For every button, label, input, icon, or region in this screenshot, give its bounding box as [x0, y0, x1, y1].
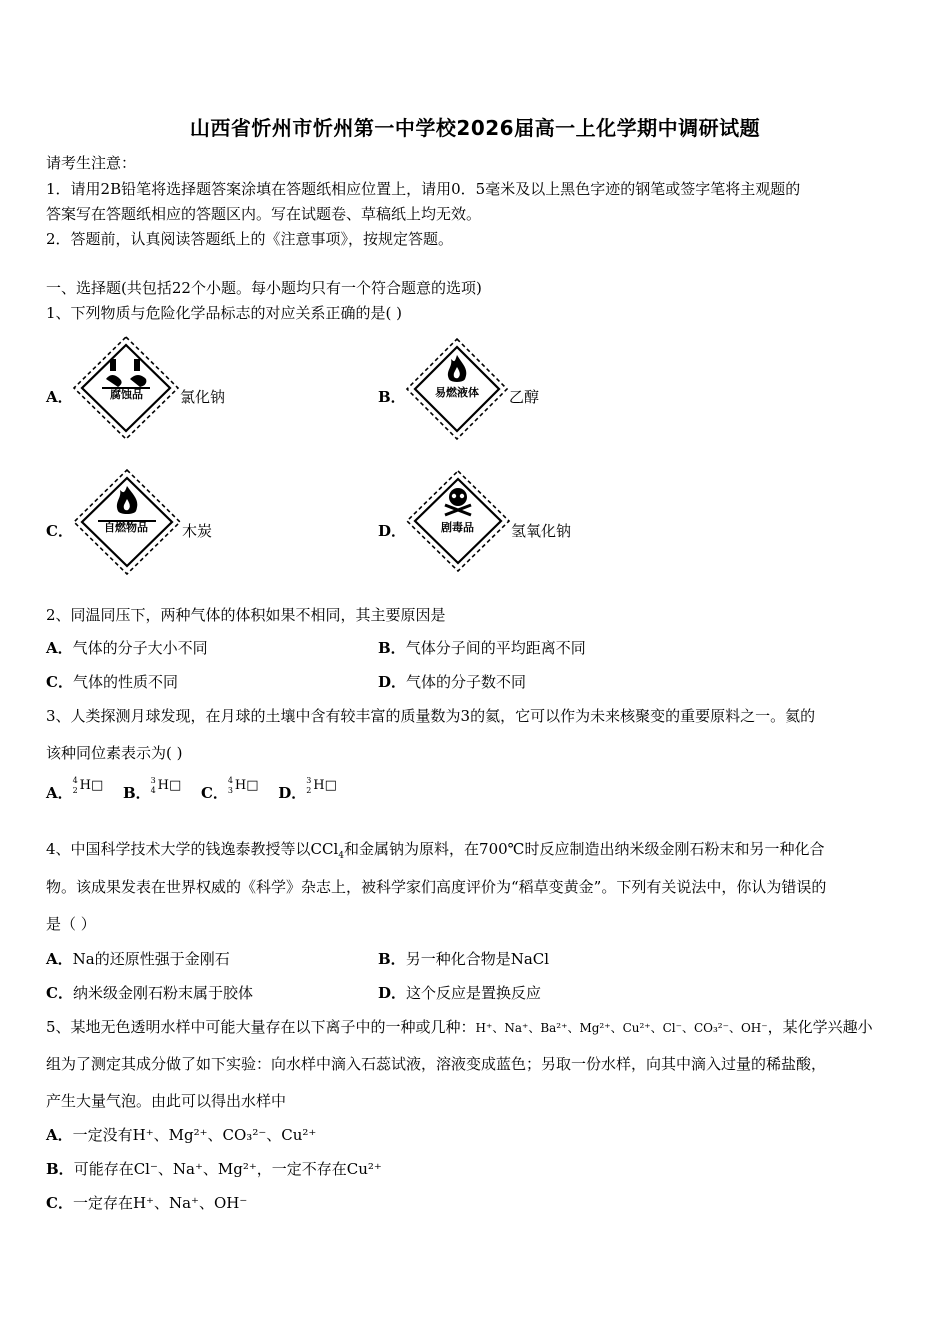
q3-option-b-isotope: 3 4 H□ — [150, 776, 182, 795]
flame-icon — [117, 486, 137, 514]
q5-option-b — [46, 1158, 382, 1179]
q1-option-c-substance: 木炭 — [182, 522, 213, 540]
q3-option-b-label: B． — [122, 784, 151, 802]
notice-item1-line1: 1．请用2B铅笔将选择题答案涂填在答题纸相应位置上，请用0．5毫米及以上黑色字迹的钢笔或签字笔将主观题的 — [46, 180, 801, 198]
q3-option-c-label: C． — [200, 784, 228, 802]
q4-option-a-label: A． — [46, 950, 73, 968]
q4-option-b-text: 另一种化合物是NaCl — [405, 950, 550, 968]
q2-option-c — [46, 671, 178, 692]
q3-option-a-isotope: 4 2 H□ — [72, 776, 104, 795]
q5-option-a-label: A． — [46, 1126, 73, 1144]
page-title: 山西省忻州市忻州第一中学校2026届高一上化学期中调研试题 — [189, 116, 761, 140]
q2-option-b-text: 气体分子间的平均距离不同 — [405, 639, 586, 657]
q1-option-a-label: A． — [46, 388, 73, 406]
q1-option-d-label: D． — [378, 522, 407, 540]
section-heading: 一、选择题(共包括22个小题。每小题均只有一个符合题意的选项) — [46, 279, 482, 297]
q2-option-a — [46, 637, 208, 658]
q4-option-c-text: 纳米级金刚石粉末属于胶体 — [72, 984, 253, 1002]
q3-option-d-isotope: 3 2 H□ — [306, 776, 337, 795]
q5-option-c — [46, 1192, 247, 1213]
q4-stem-line3: 是（ ） — [46, 915, 96, 933]
q1-option-a-sign-text: 腐蚀品 — [110, 388, 143, 401]
q2-stem: 2、同温同压下，两种气体的体积如果不相同，其主要原因是 — [46, 606, 446, 624]
notice-item1-line2: 答案写在答题纸相应的答题区内。写在试题卷、草稿纸上均无效。 — [46, 205, 482, 223]
q3-options — [46, 776, 342, 803]
q2-option-b-label: B． — [378, 639, 406, 657]
skull-icon — [445, 488, 471, 515]
q3-option-c-isotope: 4 3 H□ — [227, 776, 259, 795]
q2-option-d — [378, 671, 526, 692]
q3-option-a-label: A． — [46, 784, 73, 802]
q4-option-d-text: 这个反应是置换反应 — [406, 984, 542, 1002]
q3-stem-line1: 3、人类探测月球发现，在月球的土壤中含有较丰富的质量数为3的氦，它可以作为未来核聚变的重要原料之一。氦的 — [46, 707, 816, 725]
q4-option-c — [46, 982, 253, 1003]
q5-option-a — [46, 1124, 316, 1145]
q4-stem-line2: 物。该成果发表在世界权威的《科学》杂志上，被科学家们高度评价为“稻草变黄金”。下列有关说法中，你认为错误的 — [46, 878, 827, 896]
q4-option-c-label: C． — [46, 984, 73, 1002]
q4-option-a — [46, 948, 230, 969]
q2-option-c-text: 气体的性质不同 — [72, 673, 178, 691]
q1-option-b-label: B． — [378, 388, 406, 406]
q4-option-b — [378, 948, 549, 969]
q1-option-b-substance: 乙醇 — [509, 388, 540, 406]
q2-option-c-label: C． — [46, 673, 73, 691]
q5-stem-line2: 组为了测定其成分做了如下实验：向水样中滴入石蕊试液，溶液变成蓝色；另取一份水样，向其中滴入过量的稀盐酸， — [46, 1055, 827, 1073]
q1-option-d-sign-text: 剧毒品 — [441, 521, 474, 534]
q2-option-a-text: 气体的分子大小不同 — [72, 639, 208, 657]
q1-option-b-sign-text: 易燃液体 — [435, 386, 479, 399]
q1-option-c-label: C． — [46, 522, 73, 540]
q1-option-c-sign-text: 自燃物品 — [104, 521, 148, 534]
q5-option-c-text: 一定存在H⁺、Na⁺、OH⁻ — [72, 1194, 248, 1212]
q5-option-b-text: 可能存在Cl⁻、Na⁺、Mg²⁺，一定不存在Cu²⁺ — [73, 1160, 382, 1178]
q2-option-d-text: 气体的分子数不同 — [406, 673, 527, 691]
q5-option-a-text: 一定没有H⁺、Mg²⁺、CO₃²⁻、Cu²⁺ — [72, 1126, 317, 1144]
q1-stem: 1、下列物质与危险化学品标志的对应关系正确的是( ) — [46, 304, 403, 322]
q5-stem-line3: 产生大量气泡。由此可以得出水样中 — [46, 1092, 287, 1110]
q2-option-b — [378, 637, 586, 658]
q4-option-d — [378, 982, 541, 1003]
q2-option-d-label: D． — [378, 673, 407, 691]
q1-option-a-substance: 氯化钠 — [180, 388, 226, 406]
q5-ion-list: H⁺、Na⁺、Ba²⁺、Mg²⁺、Cu²⁺、Cl⁻、CO₃²⁻、OH⁻ — [475, 1021, 768, 1035]
q4-option-d-label: D． — [378, 984, 407, 1002]
q5-option-b-label: B． — [46, 1160, 74, 1178]
notice-item2: 2．答题前，认真阅读答题纸上的《注意事项》，按规定答题。 — [46, 230, 454, 248]
q5-stem-line1: 5、某地无色透明水样中可能大量存在以下离子中的一种或几种：H⁺、Na⁺、Ba²⁺、Mg²⁺、Cu²⁺、Cl⁻、CO₃²⁻、OH⁻，某化学兴趣小 — [46, 1018, 873, 1036]
q3-stem-line2: 该种同位素表示为( ) — [46, 744, 183, 762]
q5-option-c-label: C． — [46, 1194, 73, 1212]
q4-option-b-label: B． — [378, 950, 406, 968]
flame-icon — [448, 355, 466, 382]
q2-option-a-label: A． — [46, 639, 73, 657]
q1-option-d-substance: 氢氧化钠 — [511, 522, 572, 540]
q4-option-a-text: Na的还原性强于金刚石 — [72, 950, 230, 968]
q4-stem-line1: 4、中国科学技术大学的钱逸泰教授等以CCl$_4$和金属钠为原料，在700℃时反应制造出纳米级金刚石粉末和另一种化合 — [46, 840, 825, 861]
notice-heading: 请考生注意： — [46, 154, 137, 172]
q3-option-d-label: D． — [278, 784, 307, 802]
